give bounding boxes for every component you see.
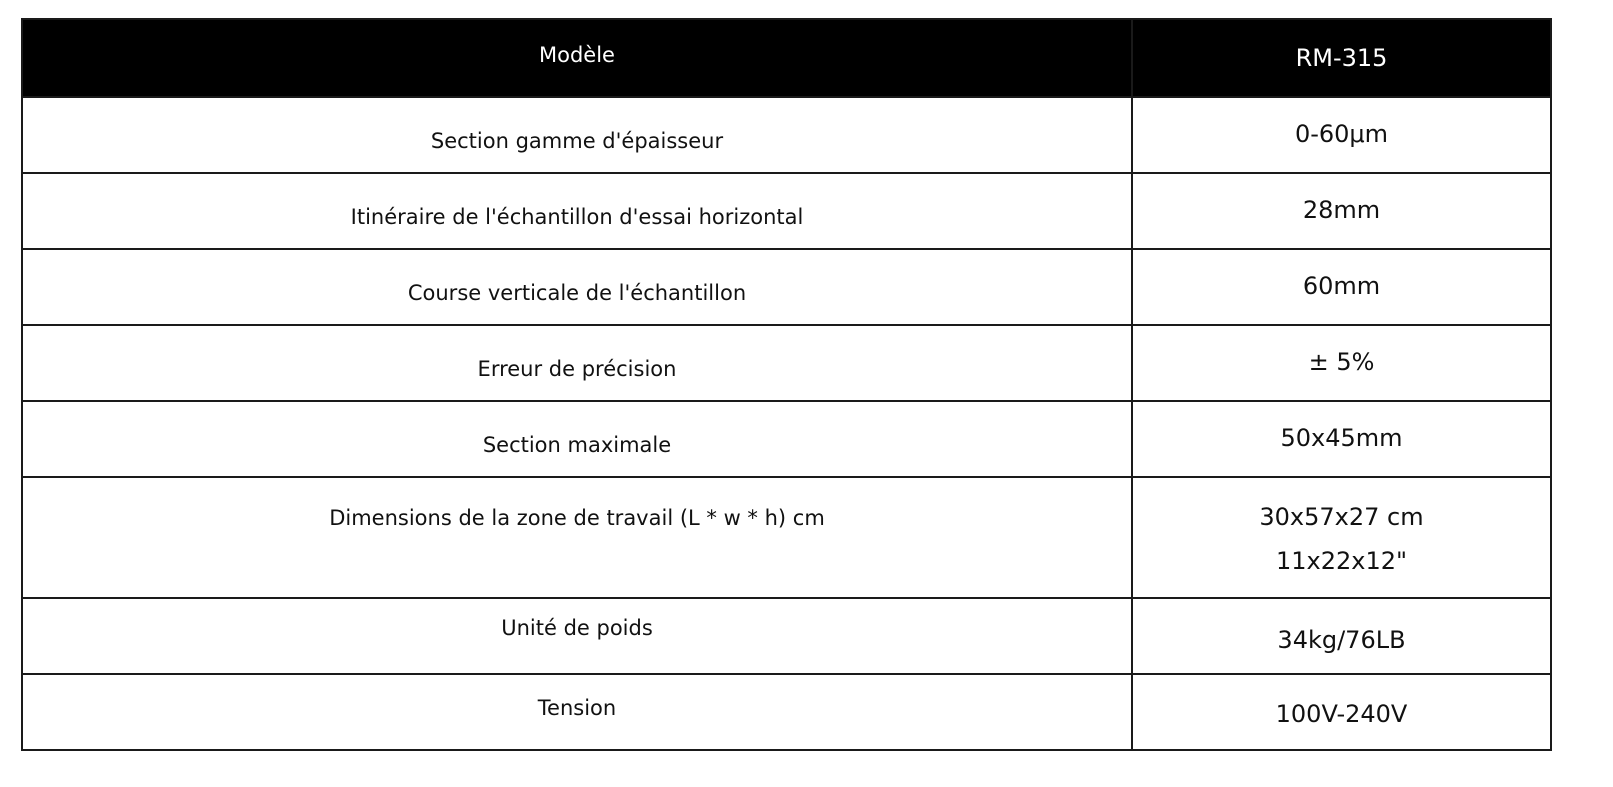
table-row <box>22 598 1551 674</box>
table-row <box>22 401 1551 477</box>
spec-table <box>21 18 1552 751</box>
row-value: 60mm <box>1132 249 1551 325</box>
table-row <box>22 173 1551 249</box>
row-value-line: 30x57x27 cm <box>1259 503 1424 531</box>
row-label: Erreur de précision <box>22 325 1132 401</box>
table-row <box>22 674 1551 750</box>
table-row <box>22 477 1551 598</box>
header-row <box>22 19 1551 97</box>
header-label: Modèle <box>22 19 1132 97</box>
table-row <box>22 325 1551 401</box>
row-value: ± 5% <box>1132 325 1551 401</box>
row-label: Unité de poids <box>22 598 1132 674</box>
row-label: Itinéraire de l'échantillon d'essai horizontal <box>22 173 1132 249</box>
table-row <box>22 97 1551 173</box>
row-label: Section maximale <box>22 401 1132 477</box>
row-value: 50x45mm <box>1132 401 1551 477</box>
table-row <box>22 249 1551 325</box>
row-value: 34kg/76LB <box>1132 598 1551 674</box>
row-label: Course verticale de l'échantillon <box>22 249 1132 325</box>
row-label: Section gamme d'épaisseur <box>22 97 1132 173</box>
header-value: RM-315 <box>1132 19 1551 97</box>
row-value: 100V-240V <box>1132 674 1551 750</box>
row-value: 0-60μm <box>1132 97 1551 173</box>
row-label: Dimensions de la zone de travail (L * w * h) cm <box>22 477 1132 598</box>
row-value <box>1132 477 1551 598</box>
row-label: Tension <box>22 674 1132 750</box>
row-value: 28mm <box>1132 173 1551 249</box>
row-value-line: 11x22x12" <box>1275 547 1408 575</box>
